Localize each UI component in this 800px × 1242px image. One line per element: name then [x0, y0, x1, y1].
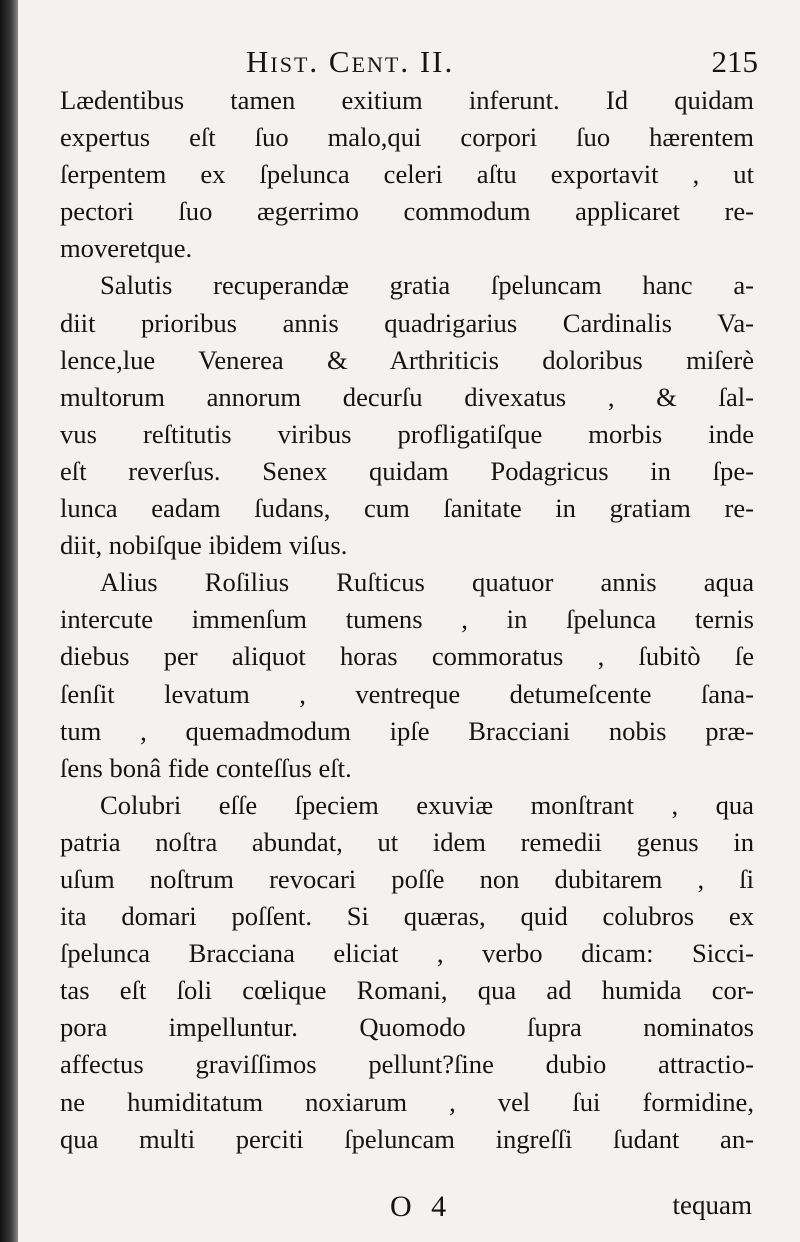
text-line: Alius Roſilius Ruſticus quatuor annis aqua — [100, 567, 754, 598]
text-line: diit, nobiſque ibidem viſus. — [60, 530, 348, 561]
text-line: expertus eſt ſuo malo,qui corpori ſuo hærentem — [60, 122, 754, 153]
text-line: ita domari poſſent. Si quæras, quid colubros ex — [60, 901, 754, 932]
text-line: moveretque. — [60, 233, 193, 264]
text-line: ſpelunca Bracciana eliciat , verbo dicam: Sicci- — [60, 938, 754, 969]
page-number: 215 — [711, 44, 758, 79]
text-line: lence,lue Venerea & Arthriticis doloribus miſerè — [60, 344, 754, 375]
text-line: ſerpentem ex ſpelunca celeri aſtu exportavit , ut — [60, 159, 754, 190]
text-line: ſens bonâ fide conteſſus eſt. — [60, 752, 352, 783]
text-line: qua multi perciti ſpeluncam ingreſſi ſudant an- — [60, 1123, 754, 1154]
text-line: lunca eadam ſudans, cum ſanitate in gratiam re- — [60, 493, 754, 524]
text-line: Lædentibus tamen exitium inferunt. Id quidam — [60, 85, 754, 115]
body-text — [60, 82, 754, 1158]
text-line: patria noſtra abundat, ut idem remedii genus in — [60, 826, 754, 857]
text-line: tum , quemadmodum ipſe Bracciani nobis præ- — [60, 715, 754, 746]
text-line: Colubri eſſe ſpeciem exuviæ monſtrant , qua — [100, 789, 754, 820]
text-line: eſt reverſus. Senex quidam Podagricus in ſpe- — [60, 455, 754, 486]
text-line: uſum noſtrum revocari poſſe non dubitarem , ſi — [60, 863, 754, 894]
text-line: intercute immenſum tumens , in ſpelunca ternis — [60, 604, 754, 635]
book-gutter-shadow — [0, 0, 18, 1242]
text-line: ne humiditatum noxiarum , vel ſui formidine, — [60, 1086, 754, 1117]
signature-mark: O 4 — [390, 1190, 453, 1223]
text-line: pectori ſuo ægerrimo commodum applicaret re- — [60, 196, 754, 227]
text-line: pora impelluntur. Quomodo ſupra nominatos — [60, 1012, 754, 1043]
text-line: ſenſit levatum , ventreque detumeſcente ſana- — [60, 678, 754, 709]
running-head: Hist. Cent. II. — [246, 44, 455, 79]
text-line: multorum annorum decurſu divexatus , & ſal- — [60, 381, 754, 412]
page-footer — [18, 1190, 800, 1230]
text-line: Salutis recuperandæ gratia ſpeluncam hanc a- — [100, 270, 754, 301]
text-line: diebus per aliquot horas commoratus , ſubitò ſe — [60, 641, 754, 672]
book-page — [18, 0, 800, 1242]
catchword: tequam — [672, 1190, 752, 1220]
text-line: diit prioribus annis quadrigarius Cardinalis Va- — [60, 307, 754, 338]
text-line: tas eſt ſoli cœlique Romani, qua ad humida cor- — [60, 975, 754, 1006]
text-line: affectus graviſſimos pellunt?ſine dubio attractio- — [60, 1049, 754, 1080]
text-line: vus reſtitutis viribus profligatiſque morbis inde — [60, 418, 754, 449]
